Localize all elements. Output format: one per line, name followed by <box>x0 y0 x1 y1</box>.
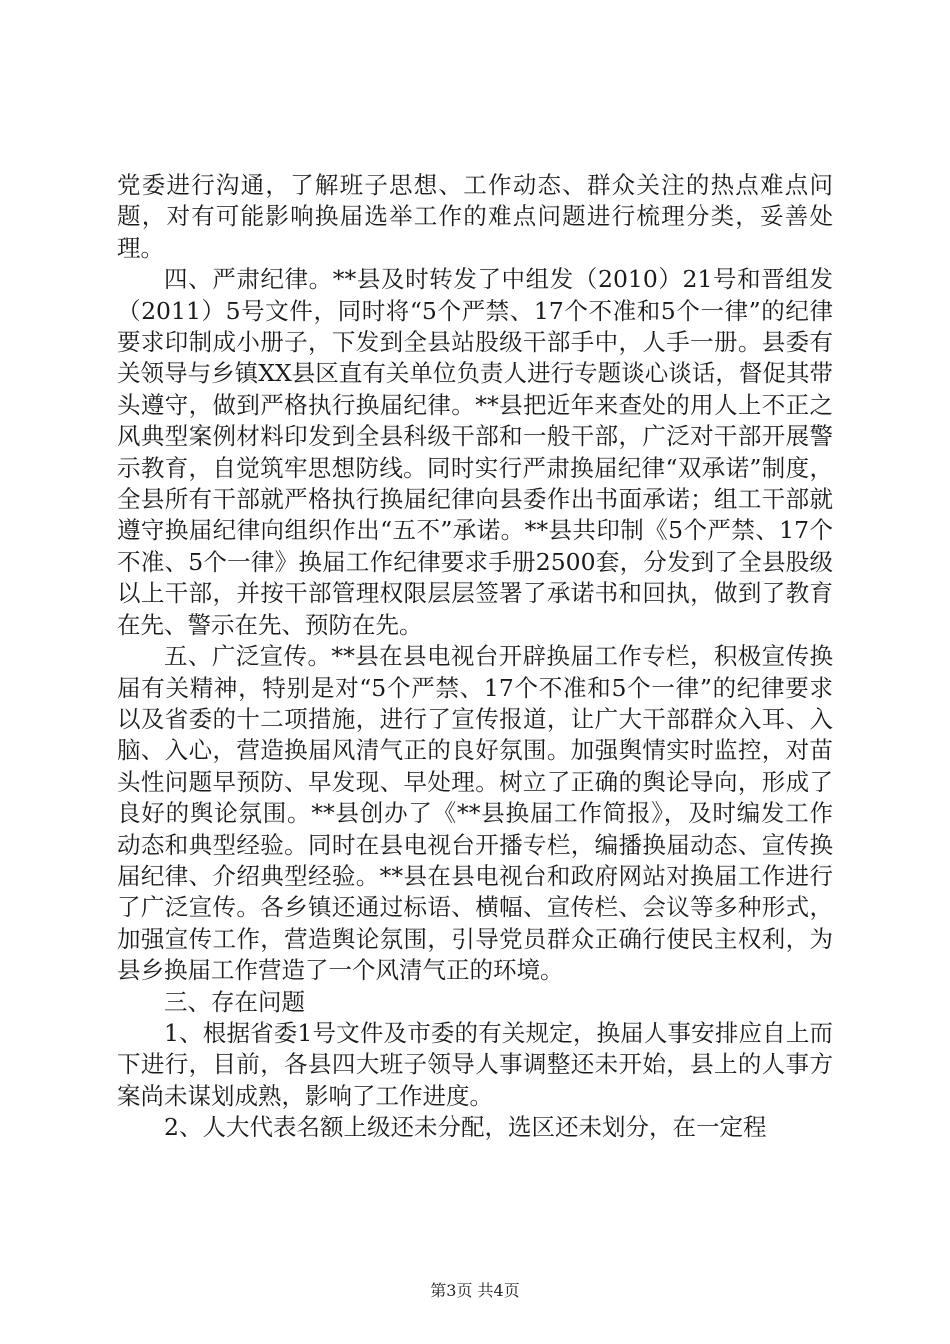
paragraph-problem-1: 1、根据省委1号文件及市委的有关规定，换届人事安排应自上而下进行，目前，各县四大班子领导人事调整还未开始，县上的人事方案尚未谋划成熟，影响了工作进度。 <box>117 1018 833 1110</box>
page-footer <box>0 1278 950 1301</box>
paragraph-continuation: 党委进行沟通，了解班子思想、工作动态、群众关注的热点难点问题，对有可能影响换届选举工作的难点问题进行梳理分类，妥善处理。 <box>117 171 833 262</box>
page-number: 第3页 共4页 <box>430 1281 520 1300</box>
paragraph-problem-2: 2、人大代表名额上级还未分配，选区还未划分，在一定程 <box>164 1113 767 1142</box>
paragraph-publicity: 五、广泛宣传。**县在县电视台开辟换届工作专栏，积极宣传换届有关精神，特别是对“5个严禁、17个不准和5个一律”的纪律要求以及省委的十二项措施，进行了宣传报道，让广大干部群众入耳、入脑、入心，营造换届风清气正的良好氛围。加强舆情实时监控，对苗头性问题早预防、早发现、早处理。树立了正确的舆论导向，形成了良好的舆论氛围。**县创办了《**县换届工作简报》，及时编发工作动态和典型经验。同时在县电视台开播专栏，编播换届动态、宣传换届纪律、介绍典型经验。**县在县电视台和政府网站对换届工作进行了广泛宣传。各乡镇还通过标语、横幅、宣传栏、会议等多种形式，加强宣传工作，营造舆论氛围，引导党员群众正确行使民主权利，为县乡换届工作营造了一个风清气正的环境。 <box>117 642 833 985</box>
document-body <box>117 170 833 1144</box>
section-heading-problems: 三、存在问题 <box>164 987 305 1016</box>
paragraph-discipline: 四、严肃纪律。**县及时转发了中组发（2010）21号和晋组发（2011）5号文件，同时将“5个严禁、17个不准和5个一律”的纪律要求印制成小册子，下发到全县站股级干部手中，人手一册。县委有关领导与乡镇XX县区直有关单位负责人进行专题谈心谈话，督促其带头遵守，做到严格执行换届纪律。**县把近年来查处的用人上不正之风典型案例材料印发到全县科级干部和一般干部，广泛对干部开展警示教育，自觉筑牢思想防线。同时实行严肃换届纪律“双承诺”制度，全县所有干部就严格执行换届纪律向县委作出书面承诺；组工干部就遵守换届纪律向组织作出“五不”承诺。**县共印制《5个严禁、17个不准、5个一律》换届工作纪律要求手册2500套，分发到了全县股级以上干部，并按干部管理权限层层签署了承诺书和回执，做到了教育在先、警示在先、预防在先。 <box>117 265 833 639</box>
